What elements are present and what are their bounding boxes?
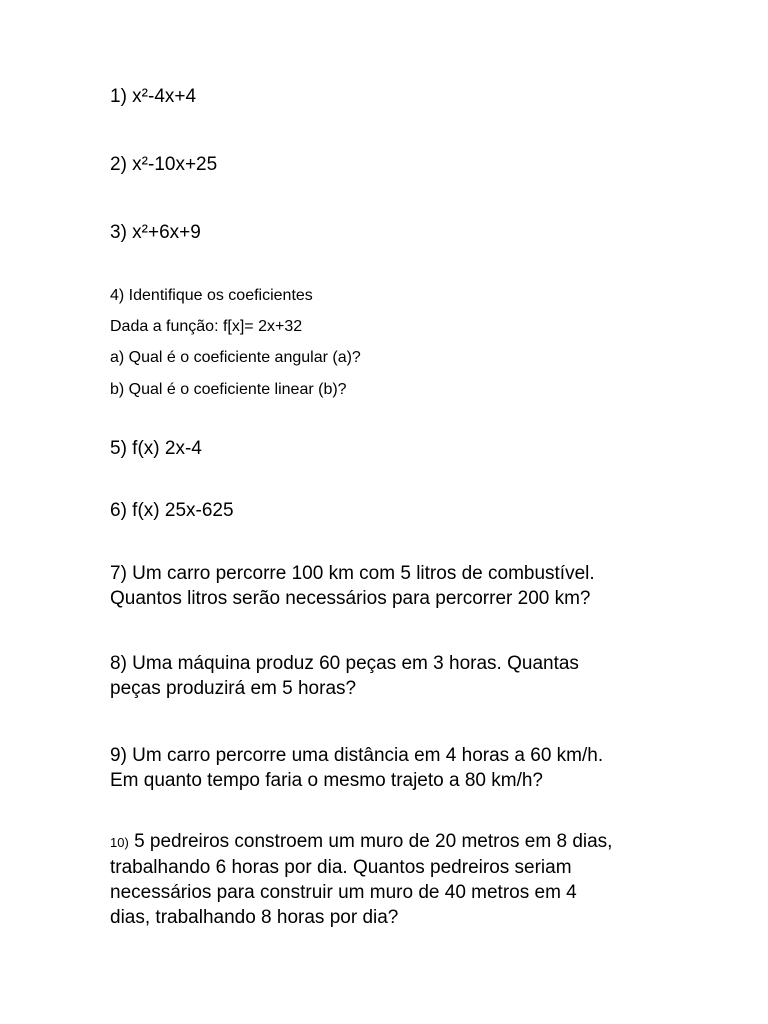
question-10-line-2: trabalhando 6 horas por dia. Quantos pedreiros seriam <box>110 857 572 878</box>
question-9 <box>110 743 710 793</box>
question-4-part-a: a) Qual é o coeficiente angular (a)? <box>110 349 361 366</box>
question-4-function: Dada a função: f[x]= 2x+32 <box>110 318 303 335</box>
question-1: 1) x²-4x+4 <box>110 86 197 107</box>
question-4-part-b: b) Qual é o coeficiente linear (b)? <box>110 381 347 398</box>
question-6: 6) f(x) 25x-625 <box>110 500 234 521</box>
question-7 <box>110 561 710 611</box>
question-8-line-2: peças produzirá em 5 horas? <box>110 678 357 699</box>
question-7-line-1: 7) Um carro percorre 100 km com 5 litros de combustível. <box>110 563 595 584</box>
question-10-line-1 <box>110 829 710 855</box>
question-4-title: 4) Identifique os coeficientes <box>110 287 313 304</box>
question-5: 5) f(x) 2x-4 <box>110 438 202 459</box>
question-10-line-4: dias, trabalhando 8 horas por dia? <box>110 907 399 928</box>
question-9-line-2: Em quanto tempo faria o mesmo trajeto a 80 km/h? <box>110 770 543 791</box>
question-3: 3) x²+6x+9 <box>110 222 201 243</box>
question-2: 2) x²-10x+25 <box>110 154 218 175</box>
question-10-number: 10) <box>110 835 129 850</box>
question-10 <box>110 829 710 930</box>
question-7-line-2: Quantos litros serão necessários para percorrer 200 km? <box>110 588 591 609</box>
question-8 <box>110 651 710 701</box>
question-8-line-1: 8) Uma máquina produz 60 peças em 3 horas. Quantas <box>110 653 579 674</box>
question-10-line-3: necessários para construir um muro de 40 metros em 4 <box>110 882 577 903</box>
question-10-line-1-text: 5 pedreiros constroem um muro de 20 metros em 8 dias, <box>128 831 613 852</box>
question-9-line-1: 9) Um carro percorre uma distância em 4 horas a 60 km/h. <box>110 745 604 766</box>
